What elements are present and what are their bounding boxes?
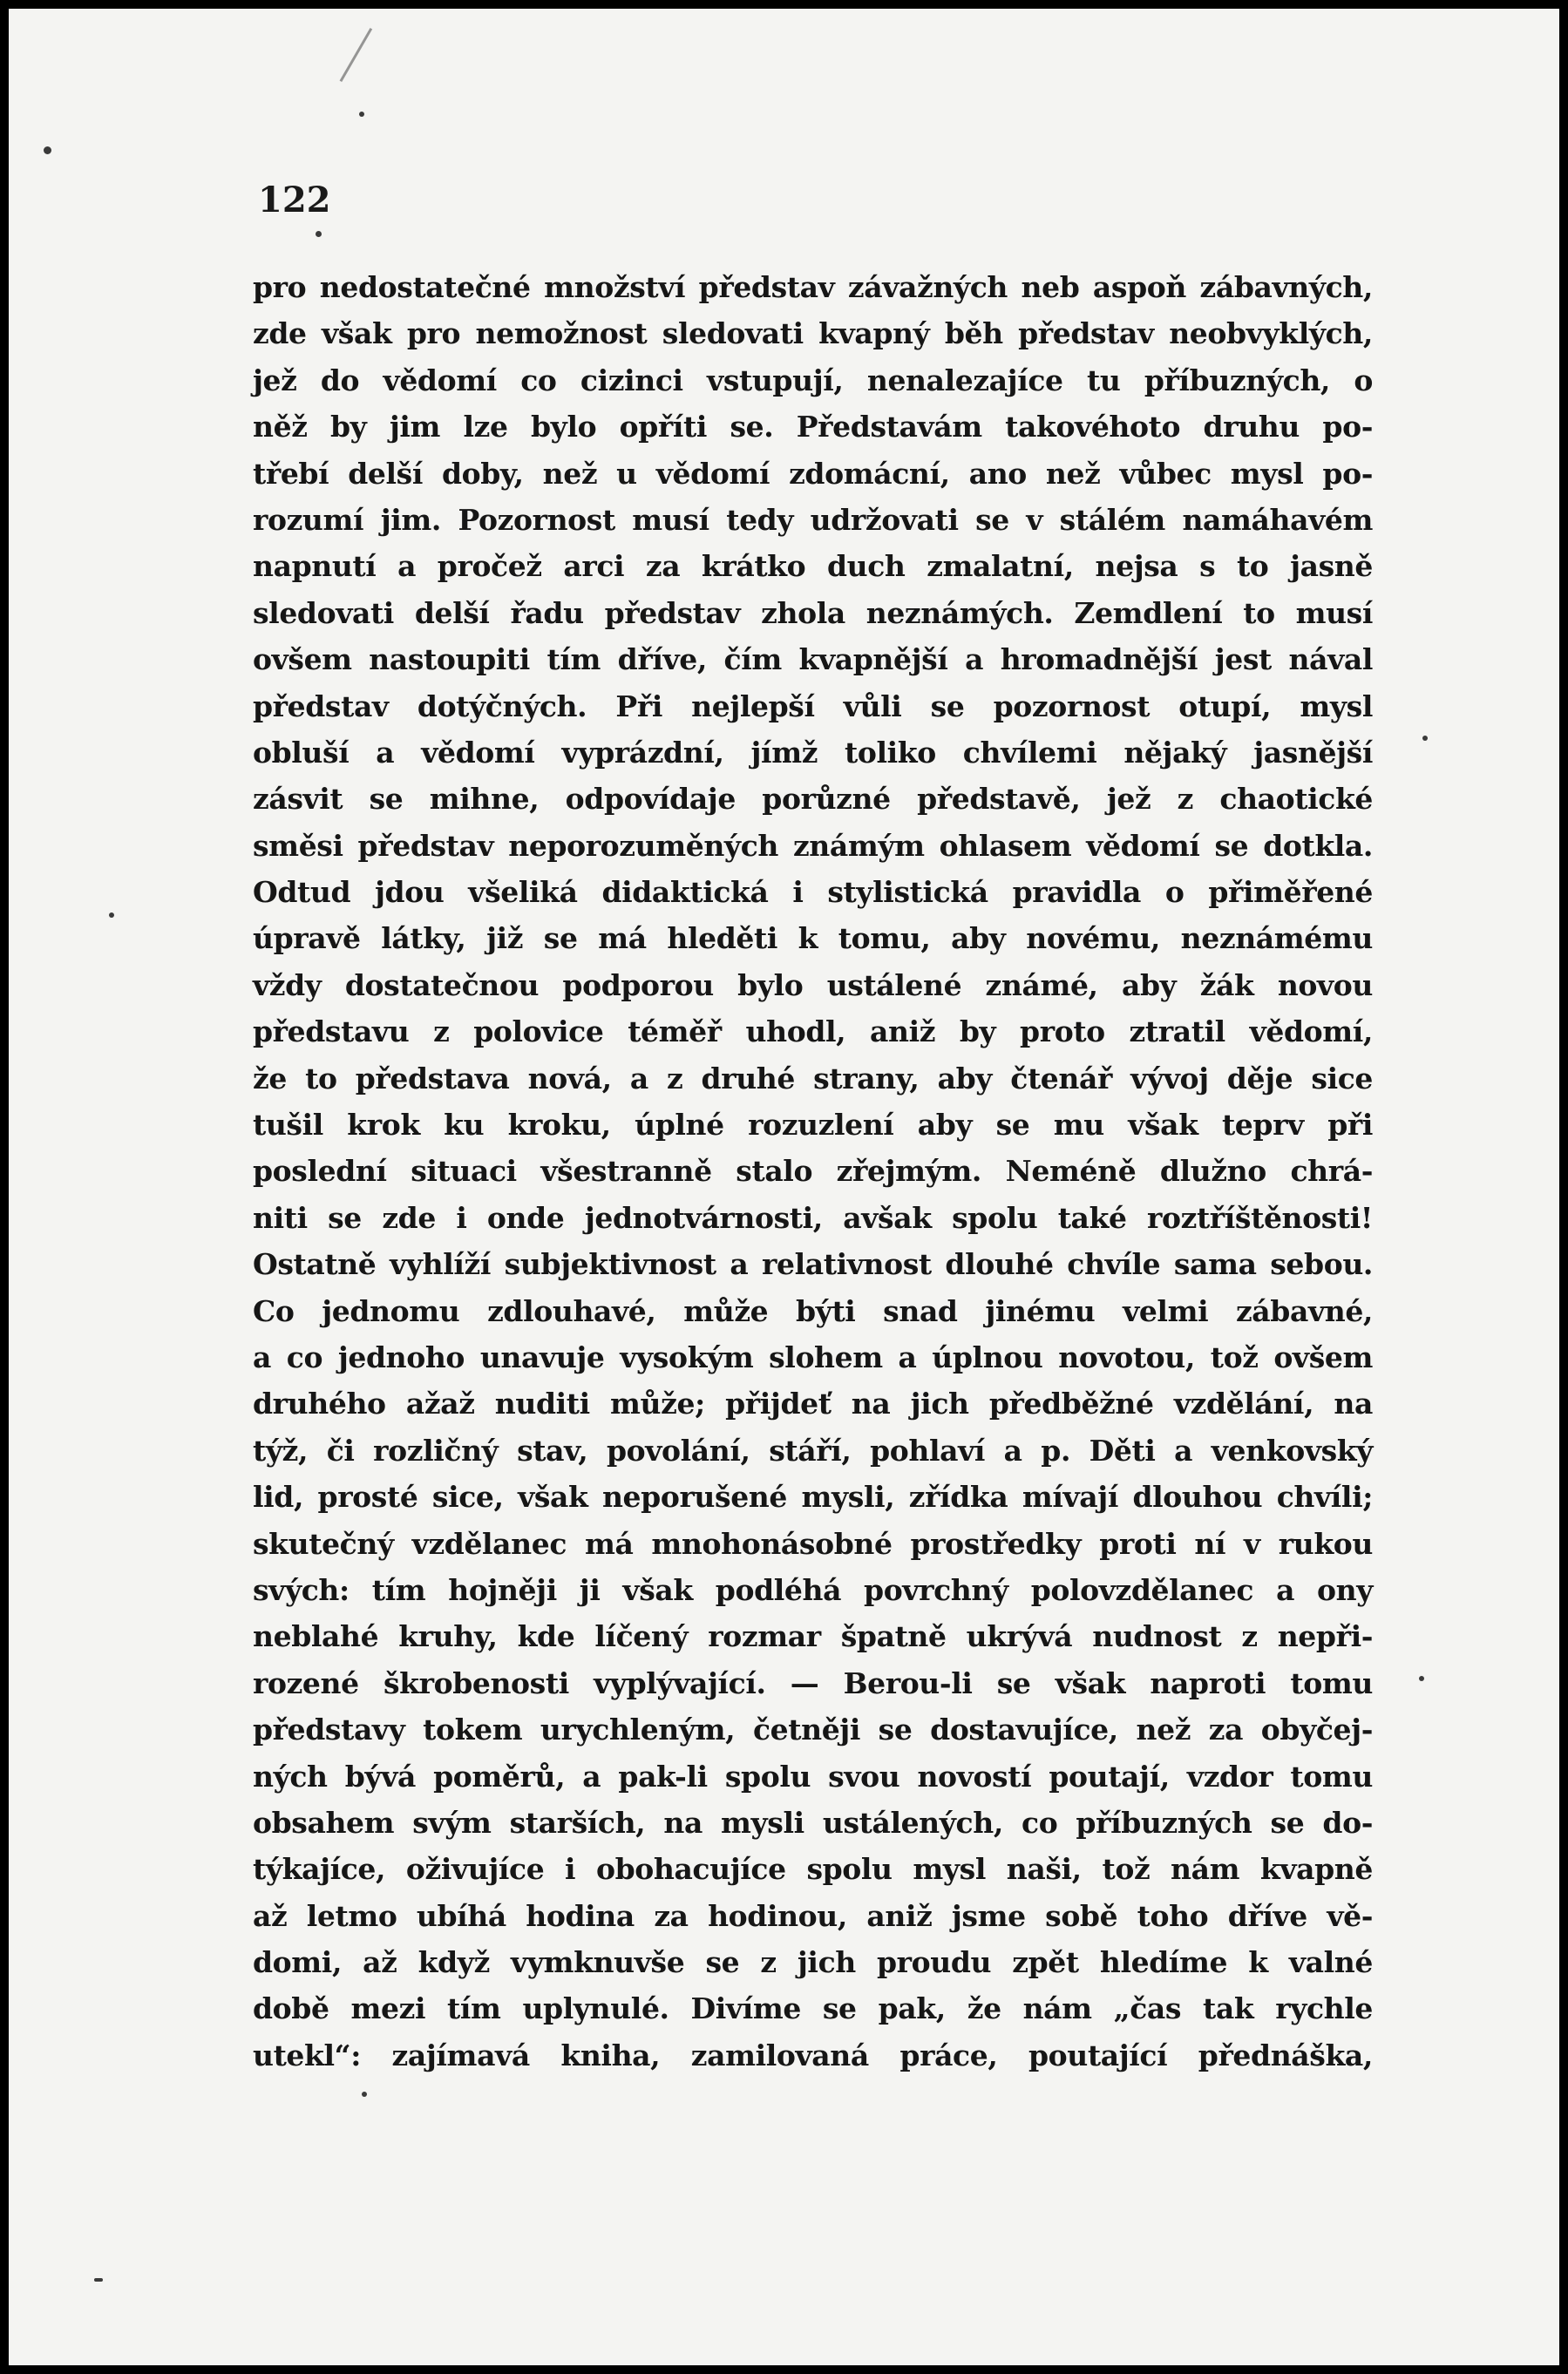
scan-speck xyxy=(44,146,51,154)
text-line: zde však pro nemožnost sledovati kvapný běh představ neobvyklých, xyxy=(253,316,1373,351)
text-line: vždy dostatečnou podporou bylo ustálené známé, aby žák novou xyxy=(253,967,1373,1002)
text-line: úpravě látky, již se má hleděti k tomu, aby novému, neznámému xyxy=(253,921,1373,956)
book-page xyxy=(9,9,1559,2365)
text-line: týž, či rozličný stav, povolání, stáří, pohlaví a p. Děti a venkovský xyxy=(253,1433,1373,1468)
text-line: napnutí a pročež arci za krátko duch zmalatní, nejsa s to jasně xyxy=(253,549,1373,584)
text-line: neblahé kruhy, kde líčený rozmar špatně ukrývá nudnost z nepři- xyxy=(253,1619,1373,1654)
text-line: době mezi tím uplynulé. Divíme se pak, že nám „čas tak rychle xyxy=(253,1991,1373,2026)
text-line: představu z polovice téměř uhodl, aniž by proto ztratil vědomí, xyxy=(253,1014,1373,1049)
text-line: ných bývá poměrů, a pak-li spolu svou novostí poutají, vzdor tomu xyxy=(253,1759,1373,1794)
scan-speck xyxy=(316,231,322,237)
scan-speck xyxy=(362,2092,367,2097)
scan-speck xyxy=(94,2278,103,2282)
text-line: poslední situaci všestranně stalo zřejmým. Neméně dlužno chrá- xyxy=(253,1154,1373,1189)
text-line: ovšem nastoupiti tím dříve, čím kvapnější a hromadnější jest nával xyxy=(253,642,1373,677)
text-line: Co jednomu zdlouhavé, může býti snad jinému velmi zábavné, xyxy=(253,1293,1373,1328)
text-line: Ostatně vyhlíží subjektivnost a relativnost dlouhé chvíle sama sebou. xyxy=(253,1247,1373,1282)
text-line: sledovati delší řadu představ zhola neznámých. Zemdlení to musí xyxy=(253,595,1373,630)
text-line: jež do vědomí co cizinci vstupují, nenalezajíce tu příbuzných, o xyxy=(253,363,1373,397)
text-line: a co jednoho unavuje vysokým slohem a úplnou novotou, tož ovšem xyxy=(253,1340,1373,1374)
body-text xyxy=(253,264,1373,2079)
text-line: představy tokem urychleným, četněji se dostavujíce, než za obyčej- xyxy=(253,1713,1373,1747)
scan-speck xyxy=(359,112,364,117)
text-line: pro nedostatečné množství představ závažných neb aspoň zábavných, xyxy=(253,270,1373,304)
text-line: rozené škrobenosti vyplývající. — Berou-li se však naproti tomu xyxy=(253,1665,1373,1700)
text-line: svých: tím hojněji ji však podléhá povrchný polovzdělanec a ony xyxy=(253,1572,1373,1607)
scan-mark xyxy=(340,28,394,94)
text-line: až letmo ubíhá hodina za hodinou, aniž jsme sobě toho dříve vě- xyxy=(253,1898,1373,1933)
text-line: rozumí jim. Pozornost musí tedy udržovati se v stálém namáhavém xyxy=(253,502,1373,537)
text-line: obluší a vědomí vyprázdní, jímž toliko chvílemi nějaký jasnější xyxy=(253,735,1373,770)
text-line: utekl“: zajímavá kniha, zamilovaná práce, poutající přednáška, xyxy=(253,2038,1373,2072)
text-line: obsahem svým starších, na mysli ustálených, co příbuzných se do- xyxy=(253,1805,1373,1840)
text-line: druhého ažaž nuditi může; přijdeť na jich předběžné vzdělání, na xyxy=(253,1387,1373,1421)
text-line: týkajíce, oživujíce i obohacujíce spolu mysl naši, tož nám kvapně xyxy=(253,1852,1373,1887)
text-line: třebí delší doby, než u vědomí zdomácní, ano než vůbec mysl po- xyxy=(253,456,1373,491)
scan-speck xyxy=(109,912,114,918)
text-line: něž by jim lze bylo opříti se. Představám takovéhoto druhu po- xyxy=(253,410,1373,444)
text-line: lid, prosté sice, však neporušené mysli, zřídka mívají dlouhou chvíli; xyxy=(253,1480,1373,1515)
text-line: niti se zde i onde jednotvárnosti, avšak spolu také roztříštěnosti! xyxy=(253,1200,1373,1235)
scan-speck xyxy=(1419,1676,1424,1681)
text-line: představ dotýčných. Při nejlepší vůli se pozornost otupí, mysl xyxy=(253,688,1373,723)
text-line: domi, až když vymknuvše se z jich proudu zpět hledíme k valné xyxy=(253,1945,1373,1980)
scan-speck xyxy=(1422,736,1428,741)
text-line: zásvit se mihne, odpovídaje porůzné představě, jež z chaotické xyxy=(253,782,1373,817)
page-number: 122 xyxy=(258,180,331,220)
text-line: že to představa nová, a z druhé strany, aby čtenář vývoj děje sice xyxy=(253,1061,1373,1095)
text-line: tušil krok ku kroku, úplné rozuzlení aby se mu však teprv při xyxy=(253,1108,1373,1143)
text-line: směsi představ neporozuměných známým ohlasem vědomí se dotkla. xyxy=(253,828,1373,863)
text-line: Odtud jdou všeliká didaktická i stylistická pravidla o přiměřené xyxy=(253,875,1373,910)
text-line: skutečný vzdělanec má mnohonásobné prostředky proti ní v rukou xyxy=(253,1526,1373,1561)
